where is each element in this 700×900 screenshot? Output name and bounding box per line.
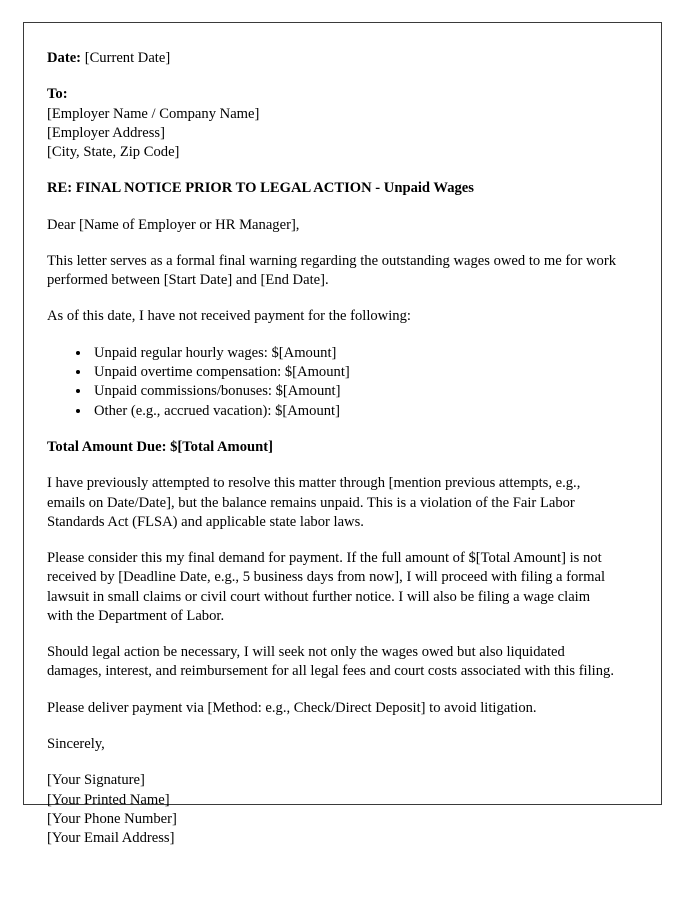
recipient-city-state-zip: [City, State, Zip Code] xyxy=(47,144,180,160)
subject-line: RE: FINAL NOTICE PRIOR TO LEGAL ACTION - Unpaid Wages xyxy=(47,180,474,197)
body-paragraph-3: I have previously attempted to resolve this matter through [mention previous attempts, e.g., emails on Date/Date], but the balance remains unpaid. This is a violation of the Fair Labor Standards Act (FLSA) and applicable state labor laws. xyxy=(47,475,581,530)
printed-name-line: [Your Printed Name] xyxy=(47,791,170,808)
signature-line: [Your Signature] xyxy=(47,772,145,789)
to-label: To: xyxy=(47,86,68,103)
valediction: Sincerely, xyxy=(47,735,105,752)
recipient-company: [Employer Name / Company Name] xyxy=(47,105,260,122)
list-item: • Unpaid overtime compensation: $[Amount] xyxy=(91,363,637,382)
total-amount-due: Total Amount Due: $[Total Amount] xyxy=(47,439,273,456)
date-label: Date: xyxy=(47,50,82,66)
body-paragraph-4: Please consider this my final demand for payment. If the full amount of $[Total Amount] is not received by [Deadline Date, e.g., 5 business days from now], I will proceed with filing a formal lawsuit in small claims or civil court without further notice. I will also be filing a wage claim with the Department of Labor. xyxy=(47,550,606,624)
email-address-line: [Your Email Address] xyxy=(47,830,175,847)
body-paragraph-1: This letter serves as a formal final warning regarding the outstanding wages owed to me for work performed between [Start Date] and [End Date]. xyxy=(47,252,616,288)
list-item: • Other (e.g., accrued vacation): $[Amount] xyxy=(91,402,637,421)
recipient-block xyxy=(47,85,617,162)
body-paragraph-6: Please deliver payment via [Method: e.g., Check/Direct Deposit] to avoid litigation. xyxy=(47,699,537,716)
unpaid-claims-list xyxy=(47,344,637,422)
date-value: [Current Date] xyxy=(84,50,171,66)
list-item: • Unpaid regular hourly wages: $[Amount] xyxy=(91,344,637,363)
list-item: • Unpaid commissions/bonuses: $[Amount] xyxy=(91,382,637,401)
letter-content xyxy=(24,23,661,849)
body-paragraph-5: Should legal action be necessary, I will seek not only the wages owed but also liquidated damages, interest, and reimbursement for all legal fees and court costs associated with this filing. xyxy=(47,644,614,680)
salutation: Dear [Name of Employer or HR Manager], xyxy=(47,216,300,233)
signature-block xyxy=(47,771,617,849)
phone-number-line: [Your Phone Number] xyxy=(47,810,177,827)
letter-page xyxy=(23,22,662,847)
body-paragraph-2: As of this date, I have not received payment for the following: xyxy=(47,308,411,325)
recipient-address: [Employer Address] xyxy=(47,124,165,141)
date-line xyxy=(47,49,617,68)
